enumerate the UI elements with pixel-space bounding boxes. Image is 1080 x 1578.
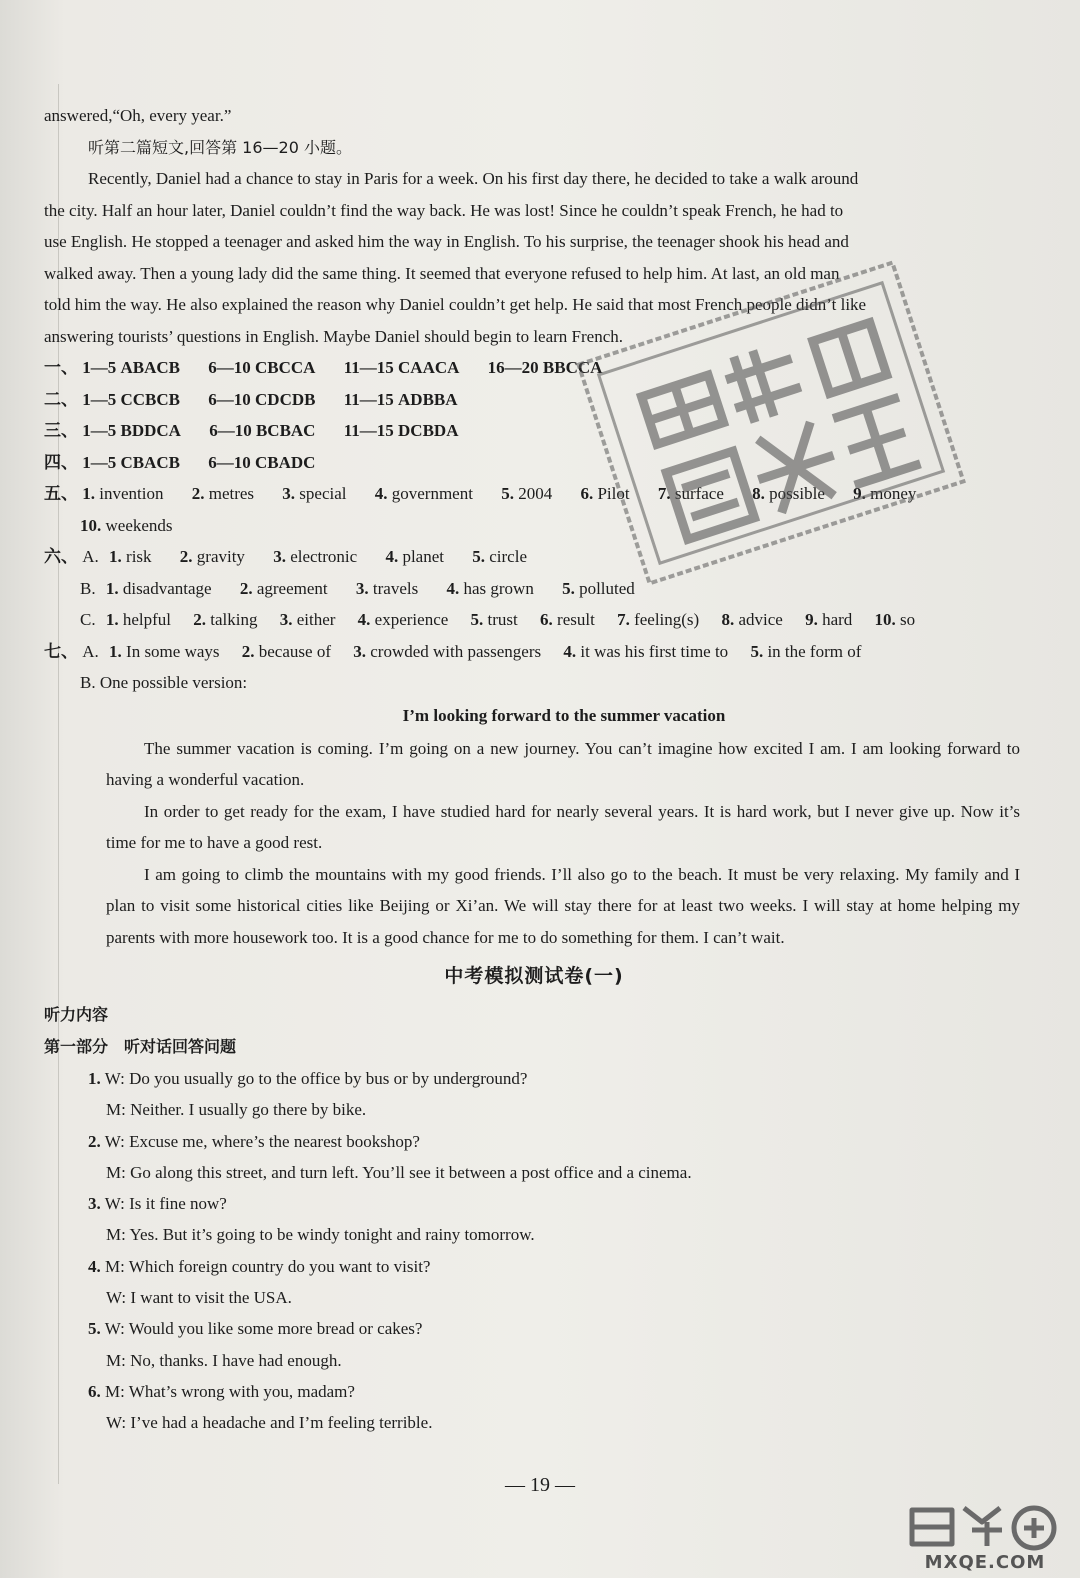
dialog-item <box>44 1063 1024 1094</box>
answer-section-6b <box>44 573 1024 605</box>
answer-word: metres <box>208 484 255 503</box>
answer-word: experience <box>374 610 449 629</box>
item-num: 5. <box>750 641 764 661</box>
exam-title: 中考模拟测试卷(一) <box>444 965 624 987</box>
answer-word: risk <box>126 547 152 566</box>
answer-word: Pilot <box>597 484 630 503</box>
speaker: W: <box>104 1131 125 1151</box>
sub-tag: B. <box>80 578 96 598</box>
passage-line: told him the way. He also explained the reason why Daniel couldn’t get help. He said that most French people didn’t like <box>44 295 867 314</box>
answer-word: talking <box>210 610 258 629</box>
item-num: 2. <box>193 610 206 629</box>
answer-word: possible <box>769 484 825 503</box>
answer-word: weekends <box>105 515 173 535</box>
dialog-item <box>44 1126 1024 1157</box>
dialog-num: 2. <box>88 1131 101 1151</box>
item-num: 2. <box>179 547 193 566</box>
passage-line: the city. Half an hour later, Daniel couldn’t find the way back. He was lost! Since he couldn’t speak French, he had to <box>44 200 844 220</box>
speaker: W: <box>106 1413 127 1433</box>
item-num: 1. <box>82 484 95 503</box>
speaker: W: <box>106 1288 127 1308</box>
part1-heading: 第一部分 听对话回答问题 <box>44 1037 237 1056</box>
answer-letters: BCBAC <box>255 421 316 440</box>
top-line: answered,“Oh, every year.” <box>44 106 232 125</box>
utterance: Go along this street, and turn left. You’ll see it between a post office and a cinema. <box>130 1162 692 1182</box>
item-num: 4. <box>385 547 399 566</box>
utterance: Would you like some more bread or cakes? <box>128 1319 423 1339</box>
range: 1—5 <box>82 358 117 377</box>
item-num: 1. <box>105 578 119 598</box>
dialog-item <box>44 1376 1024 1407</box>
item-num: 5. <box>501 484 514 503</box>
range: 1—5 <box>82 389 117 409</box>
page-number: — 19 — <box>505 1474 575 1496</box>
answer-letters: DCBDA <box>398 421 459 440</box>
range: 6—10 <box>209 421 252 440</box>
dialog-reply <box>44 1282 1024 1313</box>
item-num: 9. <box>853 484 866 503</box>
dialog-reply <box>44 1345 1024 1376</box>
essay-title: I’m looking forward to the summer vacation <box>402 705 726 725</box>
passage-line: use English. He stopped a teenager and asked him the way in English. To his surprise, the teenager shook his head and <box>44 232 849 251</box>
section-label: 五、 <box>44 484 78 503</box>
answer-word: invention <box>99 484 164 503</box>
answer-section-7a <box>44 636 1024 668</box>
speaker: M: <box>106 1162 126 1182</box>
answer-letters: CBADC <box>255 452 316 472</box>
item-num: 1. <box>109 641 122 661</box>
answer-word: advice <box>738 610 783 629</box>
item-num: 3. <box>355 578 369 598</box>
speaker: M: <box>106 1100 126 1120</box>
speaker: W: <box>104 1069 125 1088</box>
section-label: 六、 <box>44 547 78 566</box>
item-num: 5. <box>562 578 575 598</box>
section-label: 七、 <box>44 641 78 661</box>
answer-letters: CDCDB <box>255 389 316 409</box>
answer-phrase: crowded with passengers <box>370 641 542 661</box>
answer-letters: ADBBA <box>398 389 458 409</box>
speaker: M: <box>106 1225 126 1245</box>
dialog-num: 5. <box>88 1319 101 1339</box>
answer-word: 2004 <box>518 484 553 503</box>
answer-word: either <box>296 610 336 629</box>
answer-word: surface <box>674 484 724 503</box>
item-num: 7. <box>617 610 630 629</box>
item-num: 8. <box>752 484 765 503</box>
answer-phrase: in the form of <box>767 641 862 661</box>
answer-letters: ABACB <box>120 358 181 377</box>
item-num: 10. <box>80 515 102 535</box>
answer-word: hard <box>822 610 853 629</box>
watermark-text: MXQE.COM <box>924 1552 1046 1573</box>
speaker: W: <box>104 1319 125 1339</box>
item-num: 10. <box>874 610 896 629</box>
answer-word: gravity <box>196 547 245 566</box>
passage-line: Recently, Daniel had a chance to stay in Paris for a week. On his first day there, he decided to take a walk around <box>88 169 859 188</box>
utterance: I want to visit the USA. <box>130 1288 292 1308</box>
answer-word: travels <box>372 578 419 598</box>
utterance: Which foreign country do you want to visit? <box>128 1256 431 1276</box>
item-num: 9. <box>805 610 818 629</box>
answer-phrase: it was his first time to <box>580 641 729 661</box>
answer-letters: BDDCA <box>120 421 181 440</box>
answer-letters: CAACA <box>398 358 460 377</box>
range: 6—10 <box>208 358 251 377</box>
item-num: 8. <box>721 610 735 629</box>
dialog-num: 3. <box>88 1194 101 1214</box>
range: 11—15 <box>343 421 394 440</box>
item-num: 3. <box>279 610 293 629</box>
item-num: 4. <box>563 641 577 661</box>
answer-section-6a <box>44 541 1024 573</box>
range: 6—10 <box>208 389 251 409</box>
answer-word: planet <box>402 547 444 566</box>
dialog-list <box>44 1063 1024 1439</box>
answer-word: feeling(s) <box>634 610 700 629</box>
item-num: 7. <box>657 484 671 503</box>
answer-letters: CBACB <box>120 452 181 472</box>
answer-word: special <box>299 484 347 503</box>
section-label: 四、 <box>44 452 78 472</box>
dialog-item <box>44 1188 1024 1219</box>
answer-section-6c <box>44 604 1024 636</box>
item-num: 5. <box>470 610 484 629</box>
dialog-num: 1. <box>88 1069 101 1088</box>
answer-phrase: because of <box>258 641 331 661</box>
range: 1—5 <box>82 421 117 440</box>
item-num: 2. <box>241 641 255 661</box>
speaker: M: <box>105 1256 125 1276</box>
answer-word: electronic <box>290 547 358 566</box>
answer-word: helpful <box>122 610 171 629</box>
sub-tag: A. <box>82 547 99 566</box>
answer-letters: CBCCA <box>255 358 316 377</box>
item-num: 4. <box>357 610 371 629</box>
dialog-reply <box>44 1094 1024 1125</box>
range: 11—15 <box>343 358 394 377</box>
item-num: 6. <box>540 610 553 629</box>
answer-word: has grown <box>463 578 534 598</box>
dialog-num: 6. <box>88 1381 101 1401</box>
item-num: 2. <box>239 578 253 598</box>
item-num: 3. <box>353 641 366 661</box>
essay-paragraph: The summer vacation is coming. I’m going on a new journey. You can’t imagine how excited I am. I am looking forward to having a wonderful vacation. <box>106 738 1020 789</box>
passage-line: answering tourists’ questions in English. Maybe Daniel should begin to learn French. <box>44 326 624 346</box>
sample-version-label: One possible version: <box>99 673 248 692</box>
answer-letters: BBCCA <box>542 358 603 377</box>
essay-paragraph: In order to get ready for the exam, I have studied hard for nearly several years. It is hard work, but I never give up. Now it’s time for me to have a good rest. <box>106 801 1020 852</box>
dialog-reply <box>44 1407 1024 1438</box>
answer-section-7b <box>44 667 1024 699</box>
speaker: M: <box>106 1350 126 1370</box>
item-num: 1. <box>105 610 119 629</box>
range: 1—5 <box>82 452 117 472</box>
item-num: 3. <box>282 484 296 503</box>
utterance: Do you usually go to the office by bus or by underground? <box>129 1069 528 1088</box>
utterance: No, thanks. I have had enough. <box>130 1350 342 1370</box>
listening-intro: 听第二篇短文,回答第 16—20 小题。 <box>88 137 352 157</box>
utterance: Is it fine now? <box>129 1194 227 1214</box>
utterance: Yes. But it’s going to be windy tonight and rainy tomorrow. <box>129 1225 535 1245</box>
sub-tag: C. <box>80 610 96 629</box>
listening-heading: 听力内容 <box>44 1005 109 1024</box>
answer-word: government <box>391 484 473 503</box>
answer-word: money <box>870 484 917 503</box>
sub-tag: A. <box>82 641 99 661</box>
answer-word: agreement <box>256 578 328 598</box>
item-num: 1. <box>109 547 122 566</box>
range: 6—10 <box>208 452 251 472</box>
item-num: 6. <box>580 484 594 503</box>
utterance: Excuse me, where’s the nearest bookshop? <box>129 1131 420 1151</box>
dialog-reply <box>44 1219 1024 1250</box>
utterance: Neither. I usually go there by bike. <box>130 1100 367 1120</box>
item-num: 2. <box>191 484 205 503</box>
answer-letters: CCBCB <box>120 389 181 409</box>
essay-paragraph: I am going to climb the mountains with my good friends. I’ll also go to the beach. It must be very relaxing. My family and I plan to visit some historical cities like Beijing or Xi’an. We will stay there for at least two weeks. I will stay at home helping my parents with more housework too. It is a good chance for me to do something for them. I can’t wait. <box>106 864 1020 947</box>
answer-phrase: In some ways <box>126 641 220 661</box>
range: 16—20 <box>487 358 539 377</box>
answer-word: trust <box>487 610 518 629</box>
speaker: M: <box>105 1381 125 1401</box>
dialog-num: 4. <box>88 1256 101 1276</box>
answer-word: result <box>557 610 595 629</box>
item-num: 5. <box>472 547 485 566</box>
answer-word: polluted <box>579 578 635 598</box>
sub-tag: B. <box>80 673 96 692</box>
dialog-item <box>44 1313 1024 1344</box>
item-num: 4. <box>374 484 388 503</box>
section-label: 二、 <box>44 389 78 409</box>
dialog-item <box>44 1251 1024 1282</box>
item-num: 3. <box>273 547 286 566</box>
passage-line: walked away. Then a young lady did the same thing. It seemed that everyone refused to help him. At last, an old man <box>44 263 840 283</box>
section-label: 一、 <box>44 358 78 377</box>
utterance: I’ve had a headache and I’m feeling terrible. <box>130 1413 433 1433</box>
answer-word: so <box>900 610 916 629</box>
item-num: 4. <box>446 578 460 598</box>
speaker: W: <box>104 1194 125 1214</box>
answer-word: disadvantage <box>122 578 212 598</box>
range: 11—15 <box>343 389 394 409</box>
section-label: 三、 <box>44 421 78 440</box>
utterance: What’s wrong with you, madam? <box>128 1381 355 1401</box>
answer-word: circle <box>489 547 527 566</box>
dialog-reply <box>44 1157 1024 1188</box>
essay <box>44 733 1020 954</box>
